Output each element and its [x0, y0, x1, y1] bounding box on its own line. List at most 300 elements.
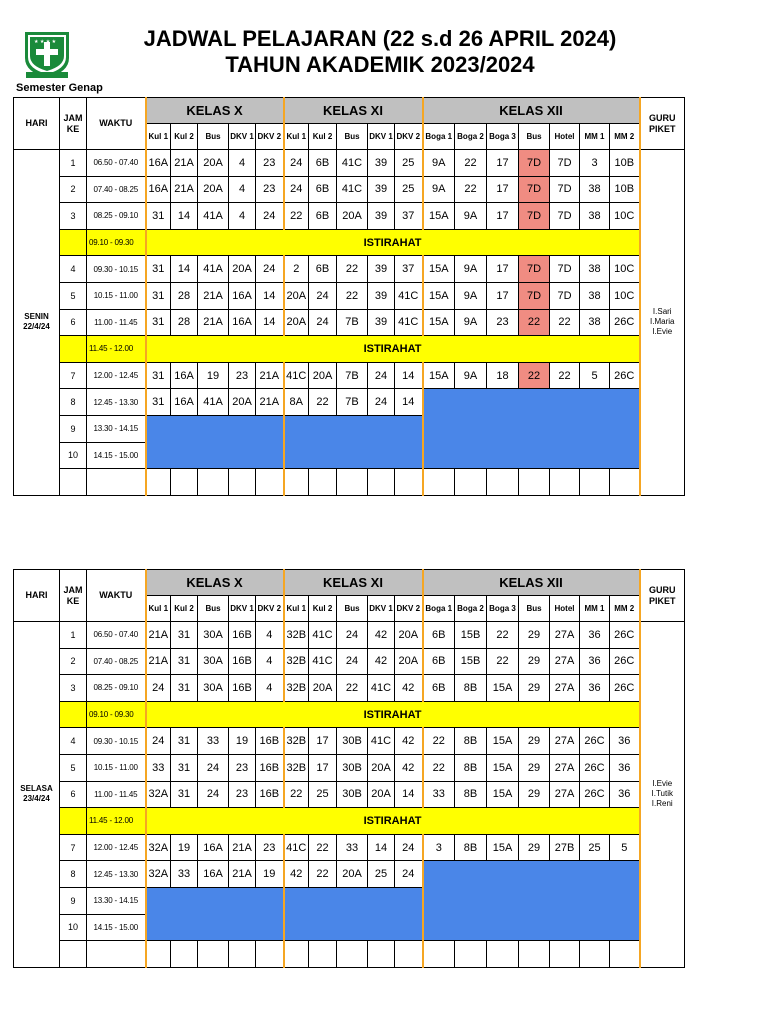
- room-cell: 31: [146, 282, 171, 309]
- room-cell: 16A: [229, 282, 256, 309]
- waktu-header: WAKTU: [87, 98, 146, 150]
- empty-cell: [146, 941, 171, 968]
- room-cell: 9A: [455, 309, 487, 336]
- room-cell: 36: [580, 675, 610, 702]
- subject-header-xii: Hotel: [550, 124, 580, 150]
- room-cell: 38: [580, 176, 610, 203]
- room-cell: 20A: [395, 648, 423, 675]
- jam-number: 8: [60, 861, 87, 888]
- jam-number: 2: [60, 648, 87, 675]
- time-slot: 11.00 - 11.45: [87, 781, 146, 808]
- room-cell: 30A: [198, 622, 229, 649]
- kelas-x-header: KELAS X: [146, 98, 284, 124]
- time-slot: 12.00 - 12.45: [87, 362, 146, 389]
- time-slot: 13.30 - 14.15: [87, 415, 146, 442]
- room-cell: 16A: [229, 309, 256, 336]
- room-cell: 42: [395, 754, 423, 781]
- empty-cell: [455, 469, 487, 496]
- empty-cell: [171, 469, 198, 496]
- room-cell: 29: [519, 781, 550, 808]
- room-cell: 37: [395, 256, 423, 283]
- room-cell: 17: [487, 282, 519, 309]
- room-cell: 24: [198, 754, 229, 781]
- room-cell: 22: [337, 675, 368, 702]
- subject-header-xii: Bus: [519, 596, 550, 622]
- room-cell: 38: [580, 203, 610, 230]
- subject-header-xi: Bus: [337, 596, 368, 622]
- room-cell: 15A: [487, 675, 519, 702]
- room-cell: 31: [146, 309, 171, 336]
- room-cell: 19: [229, 728, 256, 755]
- room-cell: 17: [309, 754, 337, 781]
- jam-header: JAM KE: [60, 98, 87, 150]
- subject-header-xi: Bus: [337, 124, 368, 150]
- room-cell: 39: [368, 309, 395, 336]
- room-cell: 24: [395, 834, 423, 861]
- time-slot: 10.15 - 11.00: [87, 754, 146, 781]
- free-block-x: [146, 887, 284, 940]
- room-cell: 15A: [423, 362, 455, 389]
- subject-header-xii: Boga 1: [423, 124, 455, 150]
- room-cell: 25: [309, 781, 337, 808]
- room-cell: 2: [284, 256, 309, 283]
- subject-header-xii: Boga 2: [455, 124, 487, 150]
- room-cell: 25: [395, 176, 423, 203]
- room-cell: 24: [309, 282, 337, 309]
- room-cell: 24: [368, 389, 395, 416]
- room-cell: 39: [368, 203, 395, 230]
- room-cell: 39: [368, 176, 395, 203]
- room-cell: 24: [284, 150, 309, 177]
- room-cell: 22: [337, 282, 368, 309]
- time-slot: 09.30 - 10.15: [87, 728, 146, 755]
- istirahat-label: ISTIRAHAT: [146, 808, 640, 835]
- room-cell: 7D: [519, 282, 550, 309]
- room-cell: 7D: [550, 256, 580, 283]
- break-jam-cell: [60, 808, 87, 835]
- istirahat-label: ISTIRAHAT: [146, 701, 640, 728]
- room-cell: 26C: [610, 362, 640, 389]
- subject-header-x: DKV 2: [256, 124, 284, 150]
- room-cell: 10C: [610, 256, 640, 283]
- room-cell: 22: [519, 362, 550, 389]
- subject-header-xii: MM 2: [610, 596, 640, 622]
- room-cell: 42: [284, 861, 309, 888]
- empty-cell: [519, 941, 550, 968]
- room-cell: 32B: [284, 754, 309, 781]
- hari-header: HARI: [14, 570, 60, 622]
- empty-cell: [60, 941, 87, 968]
- room-cell: 24: [284, 176, 309, 203]
- room-cell: 16B: [229, 675, 256, 702]
- room-cell: 9A: [455, 362, 487, 389]
- subject-header-xii: MM 1: [580, 124, 610, 150]
- room-cell: 15A: [487, 781, 519, 808]
- room-cell: 36: [580, 622, 610, 649]
- room-cell: 8B: [455, 728, 487, 755]
- empty-cell: [455, 941, 487, 968]
- room-cell: 24: [146, 675, 171, 702]
- room-cell: 21A: [198, 309, 229, 336]
- room-cell: 32B: [284, 648, 309, 675]
- room-cell: 6B: [423, 622, 455, 649]
- room-cell: 31: [171, 781, 198, 808]
- room-cell: 10B: [610, 176, 640, 203]
- room-cell: 32B: [284, 675, 309, 702]
- room-cell: 21A: [229, 861, 256, 888]
- room-cell: 32A: [146, 781, 171, 808]
- subject-header-x: Kul 2: [171, 124, 198, 150]
- room-cell: 29: [519, 648, 550, 675]
- room-cell: 22: [550, 362, 580, 389]
- room-cell: 42: [395, 728, 423, 755]
- room-cell: 6B: [423, 648, 455, 675]
- room-cell: 42: [368, 648, 395, 675]
- room-cell: 23: [487, 309, 519, 336]
- room-cell: 16B: [256, 728, 284, 755]
- lesson-row: [14, 176, 685, 203]
- room-cell: 14: [256, 282, 284, 309]
- room-cell: 41C: [284, 834, 309, 861]
- room-cell: 21A: [146, 648, 171, 675]
- room-cell: 22: [487, 622, 519, 649]
- room-cell: 6B: [309, 176, 337, 203]
- room-cell: 20A: [284, 282, 309, 309]
- room-cell: 22: [337, 256, 368, 283]
- school-logo: [22, 28, 72, 80]
- title-line-1: JADWAL PELAJARAN (22 s.d 26 APRIL 2024): [143, 26, 617, 51]
- room-cell: 27A: [550, 648, 580, 675]
- subject-header-xi: Kul 1: [284, 596, 309, 622]
- break-time: 09.10 - 09.30: [87, 229, 146, 256]
- jam-number: 6: [60, 781, 87, 808]
- room-cell: 23: [256, 150, 284, 177]
- break-row: [14, 229, 685, 256]
- jam-number: 1: [60, 150, 87, 177]
- empty-cell: [87, 941, 146, 968]
- room-cell: 31: [171, 728, 198, 755]
- room-cell: 15A: [423, 282, 455, 309]
- room-cell: 30B: [337, 754, 368, 781]
- room-cell: 41C: [395, 309, 423, 336]
- break-time: 11.45 - 12.00: [87, 808, 146, 835]
- room-cell: 21A: [146, 622, 171, 649]
- jam-number: 10: [60, 914, 87, 941]
- empty-cell: [487, 941, 519, 968]
- subject-header-xii: Boga 1: [423, 596, 455, 622]
- room-cell: 15A: [487, 834, 519, 861]
- room-cell: 30A: [198, 675, 229, 702]
- room-cell: 37: [395, 203, 423, 230]
- room-cell: 20A: [368, 754, 395, 781]
- hari-header: HARI: [14, 98, 60, 150]
- time-slot: 12.45 - 13.30: [87, 389, 146, 416]
- room-cell: 9A: [455, 282, 487, 309]
- room-cell: 21A: [198, 282, 229, 309]
- time-slot: 11.00 - 11.45: [87, 309, 146, 336]
- room-cell: 7D: [550, 176, 580, 203]
- empty-cell: [146, 469, 171, 496]
- free-block-xii: [423, 861, 640, 941]
- room-cell: 17: [487, 203, 519, 230]
- room-cell: 17: [487, 256, 519, 283]
- day-label: SENIN 22/4/24: [14, 150, 60, 496]
- subject-header-xii: Boga 3: [487, 124, 519, 150]
- room-cell: 10B: [610, 150, 640, 177]
- lesson-row: [14, 469, 685, 496]
- room-cell: 33: [171, 861, 198, 888]
- empty-cell: [337, 941, 368, 968]
- room-cell: 16A: [198, 861, 229, 888]
- empty-cell: [550, 941, 580, 968]
- room-cell: 28: [171, 282, 198, 309]
- empty-cell: [171, 941, 198, 968]
- jam-number: 7: [60, 362, 87, 389]
- room-cell: 9A: [455, 203, 487, 230]
- room-cell: 27A: [550, 675, 580, 702]
- room-cell: 14: [256, 309, 284, 336]
- room-cell: 3: [580, 150, 610, 177]
- room-cell: 7D: [550, 282, 580, 309]
- room-cell: 20A: [309, 362, 337, 389]
- empty-cell: [284, 469, 309, 496]
- room-cell: 29: [519, 754, 550, 781]
- room-cell: 22: [455, 150, 487, 177]
- room-cell: 30A: [198, 648, 229, 675]
- room-cell: 9A: [423, 150, 455, 177]
- room-cell: 4: [256, 622, 284, 649]
- room-cell: 41C: [368, 728, 395, 755]
- room-cell: 38: [580, 282, 610, 309]
- room-cell: 20A: [229, 389, 256, 416]
- room-cell: 41C: [337, 176, 368, 203]
- room-cell: 19: [198, 362, 229, 389]
- subject-header-xi: DKV 2: [395, 124, 423, 150]
- room-cell: 41C: [309, 622, 337, 649]
- room-cell: 23: [256, 176, 284, 203]
- room-cell: 36: [610, 781, 640, 808]
- room-cell: 5: [610, 834, 640, 861]
- empty-cell: [519, 469, 550, 496]
- room-cell: 6B: [309, 150, 337, 177]
- break-time: 09.10 - 09.30: [87, 701, 146, 728]
- room-cell: 16A: [198, 834, 229, 861]
- subject-header-x: DKV 1: [229, 596, 256, 622]
- room-cell: 7D: [519, 176, 550, 203]
- subject-header-x: Kul 1: [146, 596, 171, 622]
- room-cell: 36: [610, 728, 640, 755]
- room-cell: 15A: [423, 256, 455, 283]
- room-cell: 42: [395, 675, 423, 702]
- room-cell: 17: [487, 150, 519, 177]
- kelas-x-header: KELAS X: [146, 570, 284, 596]
- guru-piket-header: GURU PIKET: [640, 98, 685, 150]
- room-cell: 22: [284, 203, 309, 230]
- room-cell: 24: [256, 203, 284, 230]
- semester-label: Semester Genap: [16, 82, 103, 94]
- break-row: [14, 336, 685, 363]
- free-block-xi: [284, 415, 423, 468]
- empty-cell: [423, 941, 455, 968]
- room-cell: 16A: [146, 176, 171, 203]
- break-row: [14, 808, 685, 835]
- room-cell: 14: [395, 362, 423, 389]
- empty-cell: [60, 469, 87, 496]
- time-slot: 08.25 - 09.10: [87, 675, 146, 702]
- lesson-row: [14, 728, 685, 755]
- room-cell: 16B: [229, 648, 256, 675]
- lesson-row: [14, 648, 685, 675]
- room-cell: 38: [580, 256, 610, 283]
- room-cell: 20A: [368, 781, 395, 808]
- day-label: SELASA 23/4/24: [14, 622, 60, 968]
- room-cell: 15A: [423, 203, 455, 230]
- room-cell: 9A: [455, 256, 487, 283]
- istirahat-label: ISTIRAHAT: [146, 336, 640, 363]
- lesson-row: [14, 256, 685, 283]
- room-cell: 33: [146, 754, 171, 781]
- room-cell: 9A: [423, 176, 455, 203]
- room-cell: 39: [368, 150, 395, 177]
- kelas-xii-header: KELAS XII: [423, 98, 640, 124]
- room-cell: 16A: [171, 389, 198, 416]
- room-cell: 20A: [309, 675, 337, 702]
- room-cell: 32B: [284, 622, 309, 649]
- empty-cell: [256, 941, 284, 968]
- time-slot: 07.40 - 08.25: [87, 648, 146, 675]
- room-cell: 33: [337, 834, 368, 861]
- room-cell: 17: [309, 728, 337, 755]
- guru-piket-header: GURU PIKET: [640, 570, 685, 622]
- room-cell: 31: [171, 622, 198, 649]
- room-cell: 27B: [550, 834, 580, 861]
- empty-cell: [256, 469, 284, 496]
- subject-header-xii: Boga 3: [487, 596, 519, 622]
- room-cell: 22: [309, 834, 337, 861]
- room-cell: 15A: [487, 754, 519, 781]
- room-cell: 15A: [423, 309, 455, 336]
- jam-number: 3: [60, 203, 87, 230]
- room-cell: 31: [146, 203, 171, 230]
- room-cell: 31: [146, 362, 171, 389]
- room-cell: 22: [423, 754, 455, 781]
- lesson-row: [14, 941, 685, 968]
- jam-number: 8: [60, 389, 87, 416]
- istirahat-label: ISTIRAHAT: [146, 229, 640, 256]
- room-cell: 24: [309, 309, 337, 336]
- room-cell: 31: [146, 389, 171, 416]
- room-cell: 22: [309, 861, 337, 888]
- room-cell: 33: [198, 728, 229, 755]
- subject-header-xii: Bus: [519, 124, 550, 150]
- room-cell: 20A: [337, 861, 368, 888]
- room-cell: 21A: [256, 362, 284, 389]
- empty-cell: [309, 941, 337, 968]
- jam-number: 5: [60, 754, 87, 781]
- empty-cell: [198, 469, 229, 496]
- free-block-xii: [423, 389, 640, 469]
- room-cell: 22: [423, 728, 455, 755]
- svg-text:★ ★ ★ ★: ★ ★ ★ ★: [34, 39, 57, 45]
- break-jam-cell: [60, 229, 87, 256]
- room-cell: 23: [229, 362, 256, 389]
- room-cell: 27A: [550, 622, 580, 649]
- time-slot: 08.25 - 09.10: [87, 203, 146, 230]
- room-cell: 20A: [198, 176, 229, 203]
- room-cell: 7D: [519, 203, 550, 230]
- room-cell: 27A: [550, 754, 580, 781]
- room-cell: 31: [171, 675, 198, 702]
- room-cell: 27A: [550, 781, 580, 808]
- room-cell: 22: [519, 309, 550, 336]
- break-time: 11.45 - 12.00: [87, 336, 146, 363]
- room-cell: 16B: [256, 781, 284, 808]
- room-cell: 4: [256, 675, 284, 702]
- room-cell: 26C: [580, 781, 610, 808]
- room-cell: 8B: [455, 675, 487, 702]
- empty-cell: [610, 941, 640, 968]
- kelas-xii-header: KELAS XII: [423, 570, 640, 596]
- empty-cell: [368, 469, 395, 496]
- subject-header-xi: DKV 1: [368, 124, 395, 150]
- empty-cell: [337, 469, 368, 496]
- empty-cell: [309, 469, 337, 496]
- room-cell: 17: [487, 176, 519, 203]
- room-cell: 36: [610, 754, 640, 781]
- jam-number: 5: [60, 282, 87, 309]
- time-slot: 14.15 - 15.00: [87, 442, 146, 469]
- room-cell: 30B: [337, 728, 368, 755]
- room-cell: 21A: [171, 150, 198, 177]
- room-cell: 21A: [229, 834, 256, 861]
- room-cell: 38: [580, 309, 610, 336]
- room-cell: 24: [256, 256, 284, 283]
- room-cell: 4: [229, 150, 256, 177]
- room-cell: 26C: [610, 648, 640, 675]
- room-cell: 20A: [229, 256, 256, 283]
- room-cell: 26C: [610, 622, 640, 649]
- guru-piket-names: I.Evie I.Tutik I.Reni: [640, 622, 685, 968]
- guru-piket-names: I.Sari I.Maria I.Evie: [640, 150, 685, 496]
- subject-header-xii: MM 2: [610, 124, 640, 150]
- room-cell: 22: [550, 309, 580, 336]
- room-cell: 4: [256, 648, 284, 675]
- room-cell: 26C: [580, 728, 610, 755]
- room-cell: 26C: [610, 309, 640, 336]
- subject-header-x: Bus: [198, 124, 229, 150]
- room-cell: 23: [229, 781, 256, 808]
- empty-cell: [580, 941, 610, 968]
- subject-header-x: Kul 2: [171, 596, 198, 622]
- room-cell: 7D: [550, 150, 580, 177]
- empty-cell: [423, 469, 455, 496]
- empty-cell: [198, 941, 229, 968]
- break-jam-cell: [60, 701, 87, 728]
- room-cell: 32B: [284, 728, 309, 755]
- room-cell: 16A: [146, 150, 171, 177]
- room-cell: 39: [368, 256, 395, 283]
- room-cell: 41C: [395, 282, 423, 309]
- room-cell: 25: [368, 861, 395, 888]
- room-cell: 22: [455, 176, 487, 203]
- time-slot: 13.30 - 14.15: [87, 887, 146, 914]
- room-cell: 16B: [256, 754, 284, 781]
- room-cell: 4: [229, 203, 256, 230]
- room-cell: 22: [309, 389, 337, 416]
- room-cell: 41C: [368, 675, 395, 702]
- break-jam-cell: [60, 336, 87, 363]
- lesson-row: [14, 781, 685, 808]
